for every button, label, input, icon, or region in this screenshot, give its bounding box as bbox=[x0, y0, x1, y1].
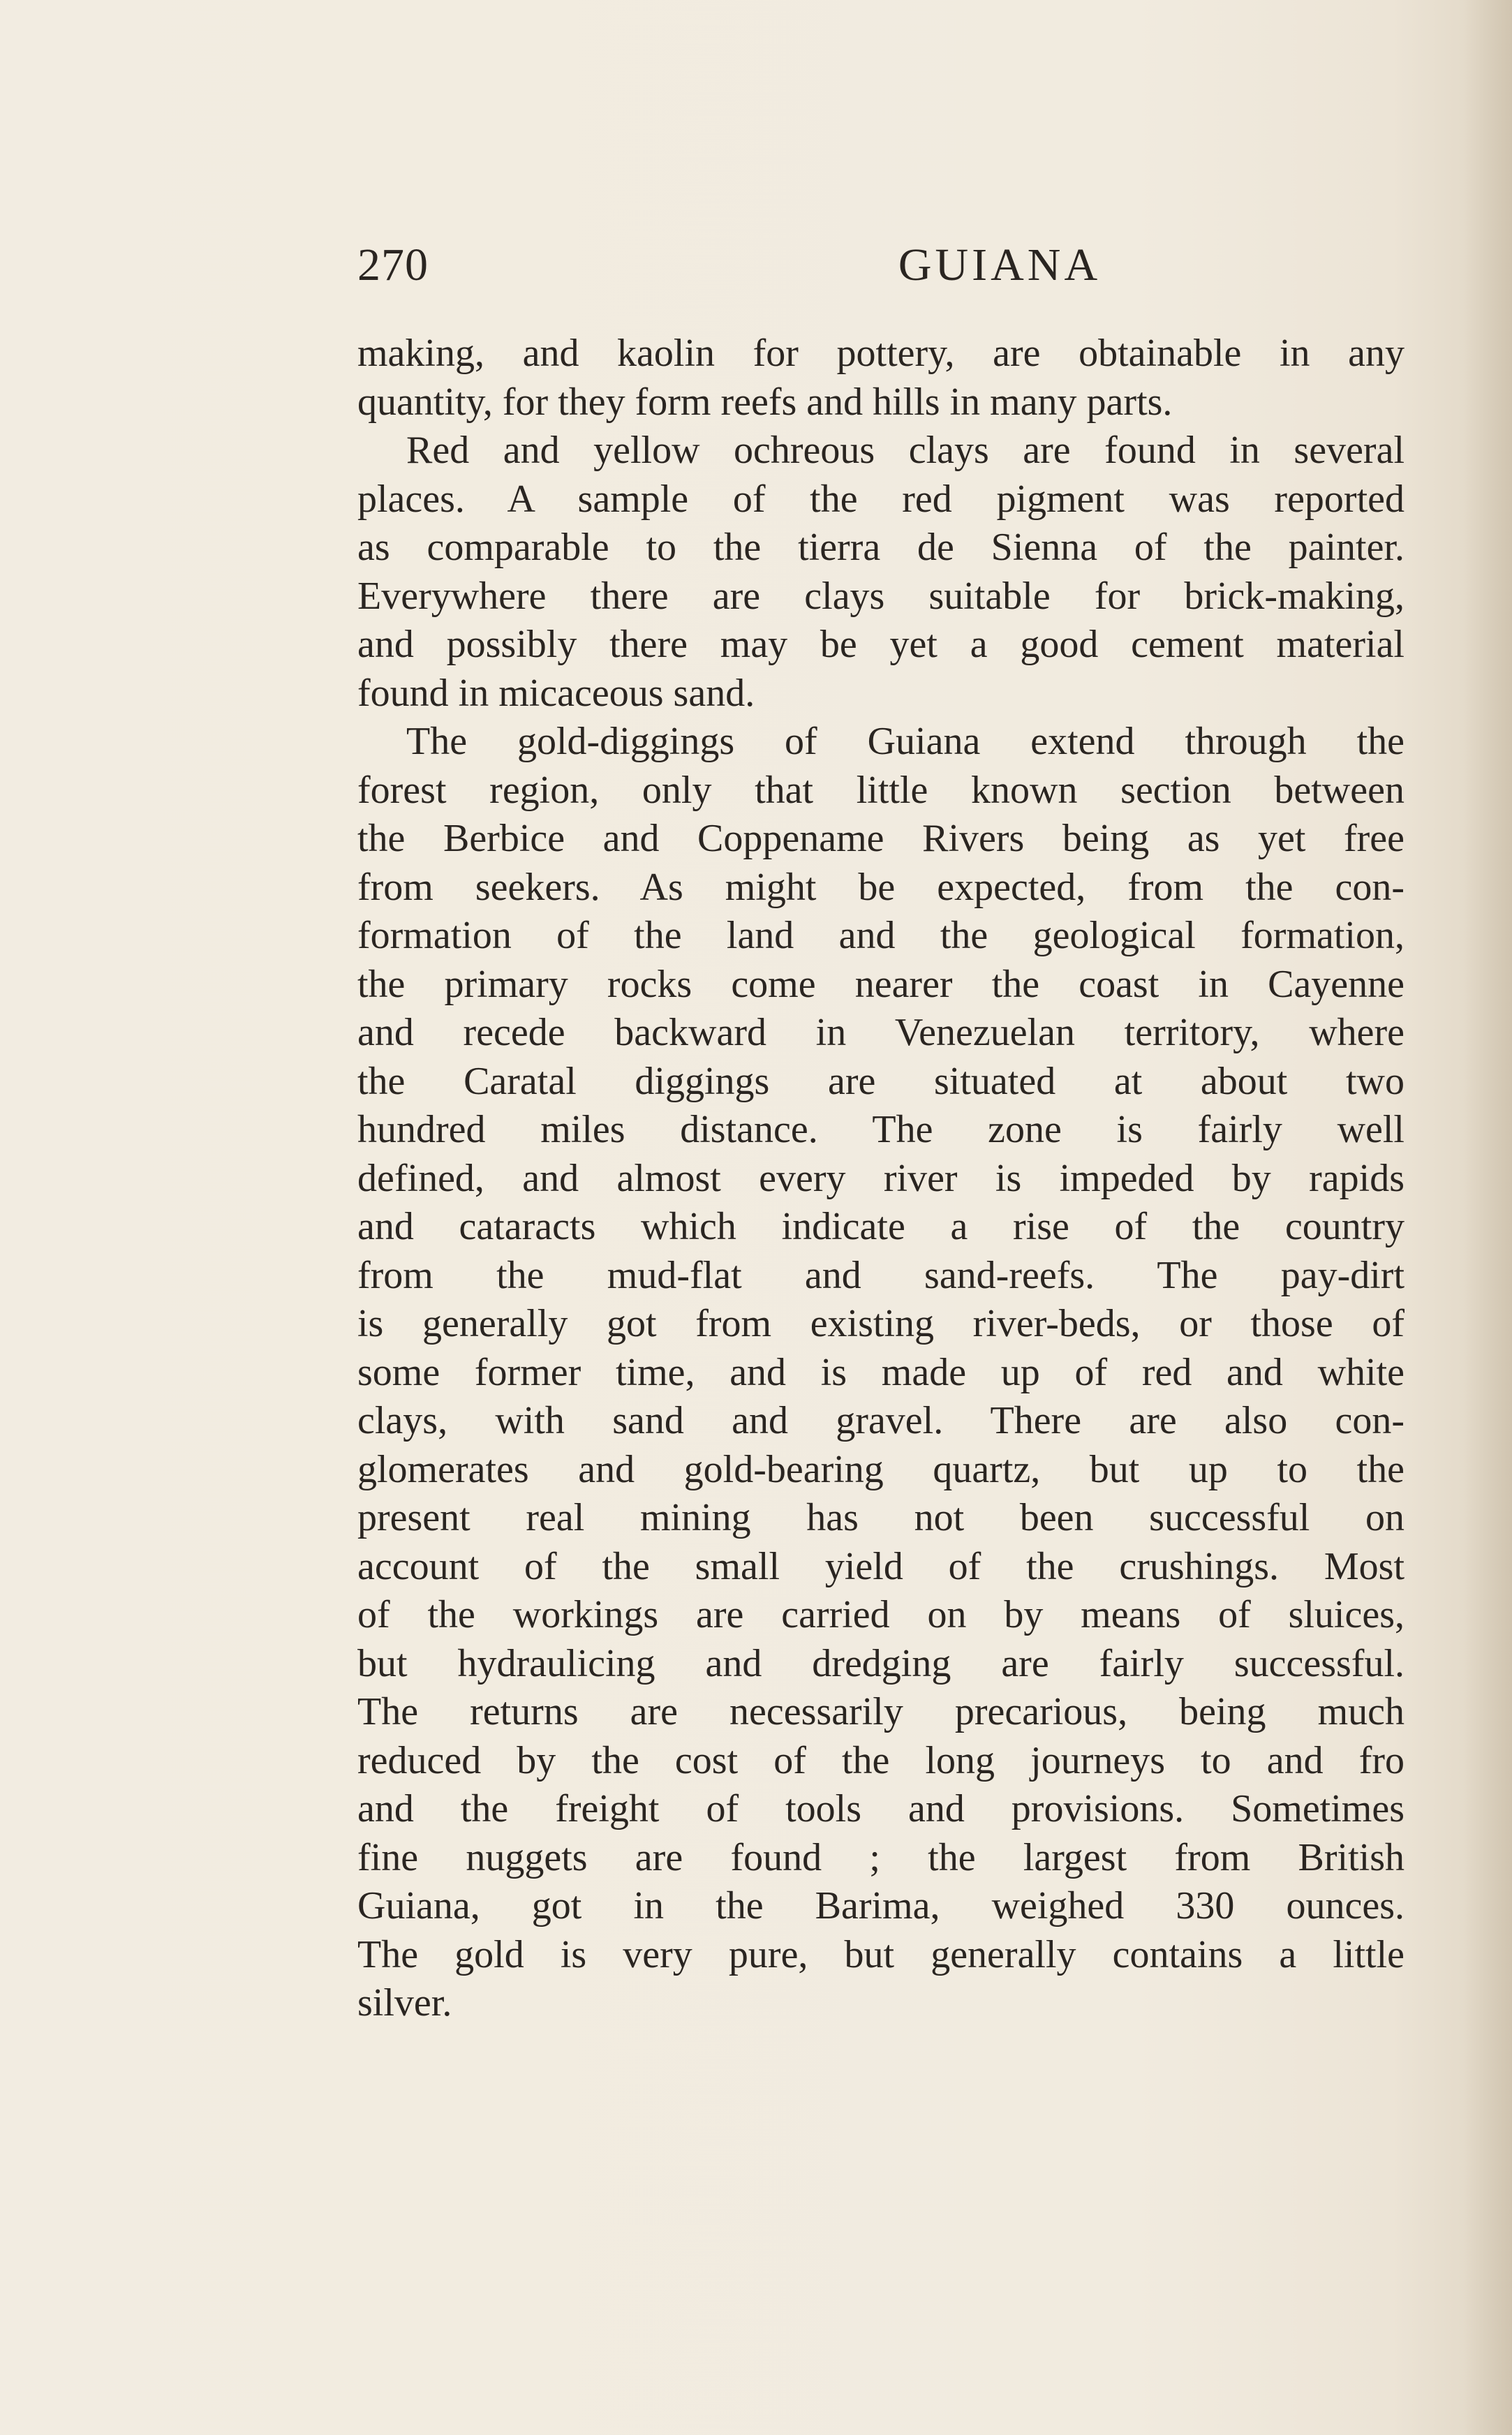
text-line: of the workings are carried on by means of sluices, bbox=[357, 1593, 1404, 1636]
text-line: quantity, for they form reefs and hills in many parts. bbox=[357, 380, 1173, 424]
text-line: forest region, only that little known section between bbox=[357, 768, 1404, 812]
text-line: from seekers. As might be expected, from the con- bbox=[357, 865, 1404, 909]
text-line: and the freight of tools and provisions. Sometimes bbox=[357, 1787, 1404, 1830]
text-line: the Caratal diggings are situated at about two bbox=[357, 1059, 1404, 1103]
text-line: places. A sample of the red pigment was reported bbox=[357, 477, 1404, 521]
text-line: The gold is very pure, but generally contains a little bbox=[357, 1932, 1404, 1976]
text-line: account of the small yield of the crushings. Most bbox=[357, 1544, 1404, 1588]
page-header bbox=[357, 230, 1404, 300]
text-line: hundred miles distance. The zone is fairly well bbox=[357, 1108, 1404, 1151]
text-line: Everywhere there are clays suitable for brick-making, bbox=[357, 574, 1404, 618]
text-line: as comparable to the tierra de Sienna of the painter. bbox=[357, 526, 1404, 569]
body-text bbox=[357, 330, 1404, 2028]
text-line: defined, and almost every river is impeded by rapids bbox=[357, 1156, 1404, 1200]
text-line: present real mining has not been successful on bbox=[357, 1496, 1404, 1539]
text-line: some former time, and is made up of red and white bbox=[357, 1350, 1404, 1394]
text-line: the primary rocks come nearer the coast in Cayenne bbox=[357, 962, 1404, 1006]
text-line: fine nuggets are found ; the largest from British bbox=[357, 1835, 1404, 1879]
text-line: glomerates and gold-bearing quartz, but up to the bbox=[357, 1447, 1404, 1491]
text-line: Red and yellow ochreous clays are found in several bbox=[406, 429, 1404, 472]
text-line: The gold-diggings of Guiana extend through the bbox=[406, 720, 1404, 763]
text-line: but hydraulicing and dredging are fairly successful. bbox=[357, 1641, 1404, 1685]
page-number: 270 bbox=[357, 239, 429, 290]
text-line: making, and kaolin for pottery, are obtainable in any bbox=[357, 332, 1404, 375]
text-line: the Berbice and Coppename Rivers being as yet free bbox=[357, 817, 1404, 860]
text-line: found in micaceous sand. bbox=[357, 671, 755, 715]
text-line: is generally got from existing river-beds, or those of bbox=[357, 1302, 1404, 1345]
text-line: silver. bbox=[357, 1981, 452, 2025]
text-line: Guiana, got in the Barima, weighed 330 ounces. bbox=[357, 1884, 1404, 1927]
text-line: and recede backward in Venezuelan territory, where bbox=[357, 1011, 1404, 1054]
text-line: and possibly there may be yet a good cement material bbox=[357, 623, 1404, 666]
text-line: formation of the land and the geological formation, bbox=[357, 914, 1404, 957]
text-line: clays, with sand and gravel. There are also con- bbox=[357, 1399, 1404, 1442]
running-head: GUIANA bbox=[898, 239, 1102, 290]
text-line: reduced by the cost of the long journeys to and fro bbox=[357, 1738, 1404, 1782]
text-line: The returns are necessarily precarious, being much bbox=[357, 1690, 1404, 1733]
text-line: and cataracts which indicate a rise of the country bbox=[357, 1205, 1404, 1248]
page-edge-shadow bbox=[1463, 0, 1512, 2435]
text-line: from the mud-flat and sand-reefs. The pay-dirt bbox=[357, 1253, 1404, 1297]
